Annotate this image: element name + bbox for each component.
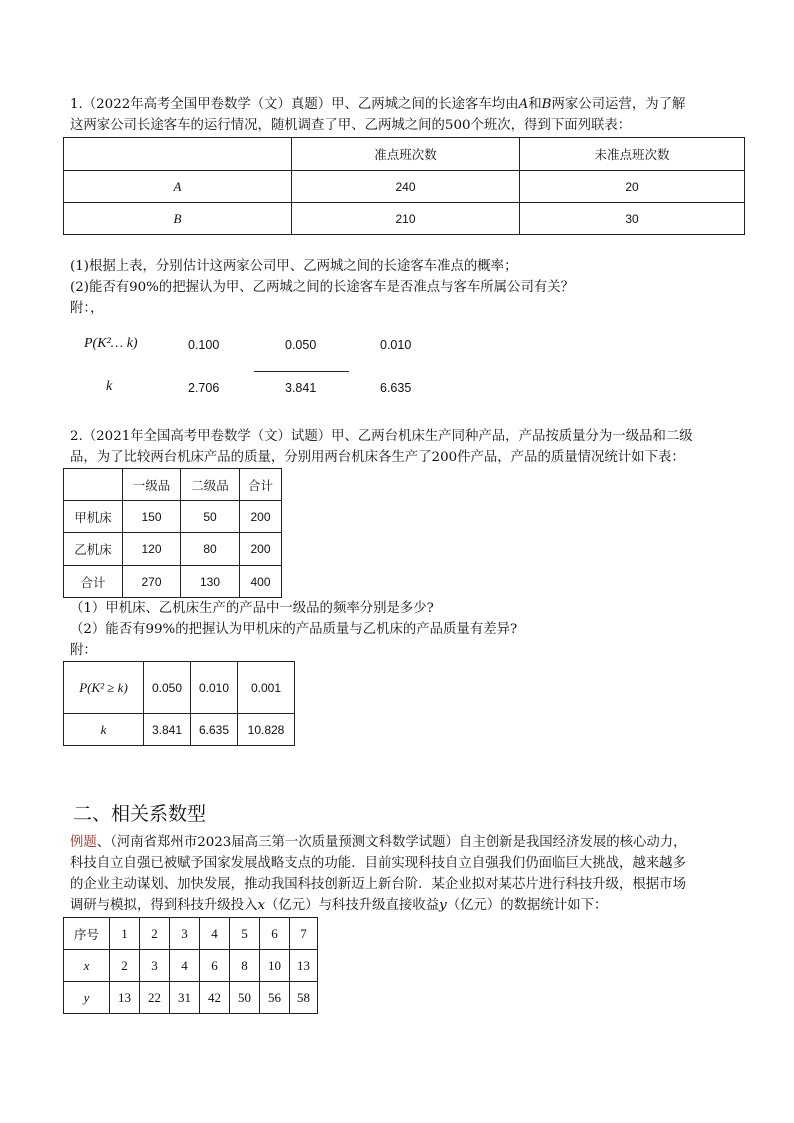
table-row-label: 序号 bbox=[64, 918, 110, 950]
table-cell: 2 bbox=[140, 918, 170, 950]
table-cell: 42 bbox=[200, 982, 230, 1014]
table-cell: 200 bbox=[240, 533, 282, 566]
table-row bbox=[64, 501, 282, 533]
problem2-appendix-label: 附： bbox=[70, 643, 97, 658]
problem2-reference-table bbox=[63, 661, 295, 746]
table-row bbox=[64, 171, 745, 203]
table-cell: 20 bbox=[520, 171, 745, 203]
example-line4-text-b: （亿元）与科技升级直接收益 bbox=[265, 898, 440, 913]
example-data-table bbox=[63, 917, 318, 1014]
table-cell: 150 bbox=[123, 501, 181, 533]
var-b: B bbox=[541, 97, 552, 112]
ref-p-label: P(K² ≥ k) bbox=[64, 662, 144, 714]
ref-p-value: 0.010 bbox=[380, 338, 412, 352]
var-a: A bbox=[518, 97, 529, 112]
table-header-row bbox=[64, 138, 745, 171]
ref-divider bbox=[254, 371, 349, 372]
problem1-question1: (1)根据上表，分别估计这两家公司甲、乙两城之间的长途客车准点的概率； bbox=[70, 259, 518, 274]
table-cell: 30 bbox=[520, 203, 745, 235]
table-cell: 58 bbox=[290, 982, 318, 1014]
problem1-intro-line1 bbox=[70, 94, 685, 115]
table-cell: 6 bbox=[260, 918, 290, 950]
table-cell: 10 bbox=[260, 950, 290, 982]
table-cell: 80 bbox=[181, 533, 240, 566]
table-cell: 8 bbox=[230, 950, 260, 982]
table-row-label: x bbox=[64, 950, 110, 982]
example-line4 bbox=[70, 895, 607, 916]
section-heading: 二、相关系数型 bbox=[73, 803, 207, 825]
table-row bbox=[64, 950, 318, 982]
problem2-question2: （2）能否有99%的把握认为甲机床的产品质量与乙机床的产品质量有差异? bbox=[70, 622, 518, 637]
table-cell: 13 bbox=[110, 982, 140, 1014]
table-header-cell bbox=[64, 138, 292, 171]
example-label: 例题 bbox=[70, 835, 97, 850]
example-line4-text-c: （亿元）的数据统计如下： bbox=[446, 898, 608, 913]
example-line1 bbox=[70, 832, 687, 853]
problem1-question2: (2)能否有90%的把握认为甲、乙两城之间的长途客车是否准点与客车所属公司有关？ bbox=[70, 280, 575, 295]
table-header-row bbox=[64, 469, 282, 501]
table-header-cell: 合计 bbox=[240, 469, 282, 501]
problem1-intro-line2: 这两家公司长途客车的运行情况，随机调查了甲、乙两城之间的500个班次，得到下面列联表： bbox=[70, 118, 632, 133]
table-cell: 3 bbox=[140, 950, 170, 982]
table-cell: A bbox=[64, 171, 292, 203]
problem2-intro-line1: 2.（2021年全国高考甲卷数学（文）试题）甲、乙两台机床生产同种产品，产品按质量分为一级品和二级 bbox=[70, 429, 693, 444]
table-header-cell: 准点班次数 bbox=[292, 138, 520, 171]
table-row bbox=[64, 203, 745, 235]
table-row bbox=[64, 982, 318, 1014]
table-cell: 200 bbox=[240, 501, 282, 533]
table-cell: 270 bbox=[123, 566, 181, 598]
table-cell: 6 bbox=[200, 950, 230, 982]
problem1-intro-text-b: 和 bbox=[528, 97, 542, 112]
table-cell: 1 bbox=[110, 918, 140, 950]
problem1-ref-p-label: P(K²… k) bbox=[84, 336, 138, 351]
example-line4-text-a: 调研与模拟，得到科技升级投入 bbox=[70, 898, 258, 913]
problem1-intro-text-c: 两家公司运营，为了解 bbox=[551, 97, 686, 112]
example-line2: 科技自立自强已被赋予国家发展战略支点的功能．目前实现科技自立自强我们仍面临巨大挑战，越来越多 bbox=[70, 856, 686, 871]
table-row bbox=[64, 566, 282, 598]
example-line3: 的企业主动谋划、加快发展，推动我国科技创新迈上新台阶．某企业拟对某芯片进行科技升级，根据市场 bbox=[70, 877, 686, 892]
ref-p-value: 0.050 bbox=[144, 662, 191, 714]
problem1-intro-text-a: 1.（2022年高考全国甲卷数学（文）真题）甲、乙两城之间的长途客车均由 bbox=[70, 97, 519, 112]
table-cell: 240 bbox=[292, 171, 520, 203]
var-y: y bbox=[439, 898, 447, 913]
table-cell: 210 bbox=[292, 203, 520, 235]
table-cell: 130 bbox=[181, 566, 240, 598]
ref-k-value: 2.706 bbox=[188, 381, 220, 395]
problem1-contingency-table bbox=[63, 137, 745, 235]
ref-p-value: 0.050 bbox=[285, 338, 317, 352]
var-x: x bbox=[257, 898, 266, 913]
table-cell: 50 bbox=[181, 501, 240, 533]
table-cell: 13 bbox=[290, 950, 318, 982]
table-header-cell: 一级品 bbox=[123, 469, 181, 501]
table-cell: 4 bbox=[200, 918, 230, 950]
table-row bbox=[64, 918, 318, 950]
table-cell: 22 bbox=[140, 982, 170, 1014]
ref-k-value: 3.841 bbox=[144, 714, 191, 746]
table-row bbox=[64, 662, 295, 714]
table-cell: 3 bbox=[170, 918, 200, 950]
table-header-cell: 未准点班次数 bbox=[520, 138, 745, 171]
table-cell: 56 bbox=[260, 982, 290, 1014]
table-cell: 2 bbox=[110, 950, 140, 982]
ref-k-value: 6.635 bbox=[191, 714, 238, 746]
ref-p-value: 0.010 bbox=[191, 662, 238, 714]
table-cell: B bbox=[64, 203, 292, 235]
table-cell: 4 bbox=[170, 950, 200, 982]
table-cell: 7 bbox=[290, 918, 318, 950]
table-cell: 合计 bbox=[64, 566, 123, 598]
table-row-label: y bbox=[64, 982, 110, 1014]
table-cell: 乙机床 bbox=[64, 533, 123, 566]
table-cell: 5 bbox=[230, 918, 260, 950]
ref-p-value: 0.001 bbox=[238, 662, 295, 714]
ref-p-value: 0.100 bbox=[188, 338, 220, 352]
ref-k-value: 3.841 bbox=[285, 381, 317, 395]
ref-k-value: 10.828 bbox=[238, 714, 295, 746]
problem2-question1: （1）甲机床、乙机床生产的产品中一级品的频率分别是多少? bbox=[70, 601, 434, 616]
table-cell: 120 bbox=[123, 533, 181, 566]
table-cell: 甲机床 bbox=[64, 501, 123, 533]
table-header-cell: 二级品 bbox=[181, 469, 240, 501]
table-header-cell bbox=[64, 469, 123, 501]
table-cell: 50 bbox=[230, 982, 260, 1014]
problem2-intro-line2: 品，为了比较两台机床产品的质量，分别用两台机床各生产了200件产品，产品的质量情况统计如下表： bbox=[70, 450, 685, 465]
table-cell: 31 bbox=[170, 982, 200, 1014]
table-cell: 400 bbox=[240, 566, 282, 598]
problem1-ref-k-label: k bbox=[106, 379, 113, 394]
example-line1-text: 、（河南省郑州市2023届高三第一次质量预测文科数学试题）自主创新是我国经济发展的核心动力， bbox=[96, 835, 687, 850]
ref-k-label: k bbox=[64, 714, 144, 746]
ref-k-value: 6.635 bbox=[380, 381, 412, 395]
problem1-appendix-label: 附：， bbox=[70, 301, 104, 316]
table-row bbox=[64, 533, 282, 566]
problem2-quality-table bbox=[63, 468, 282, 598]
table-row bbox=[64, 714, 295, 746]
